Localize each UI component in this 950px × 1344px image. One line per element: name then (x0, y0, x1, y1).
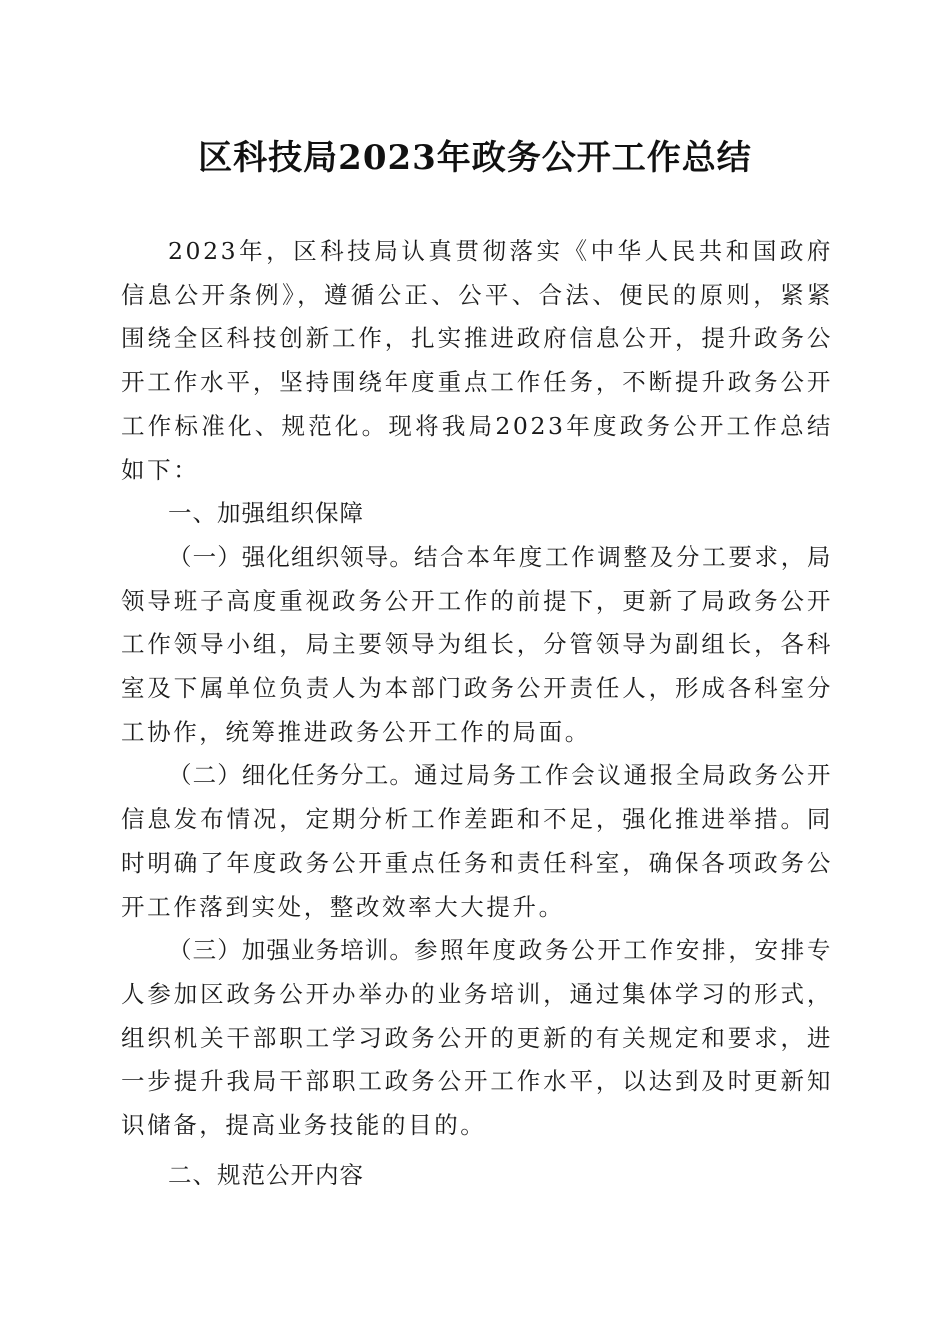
item-text-2: 通过局务工作会议通报全局政务公开信息发布情况，定期分析工作差距和不足，强化推进举措。同时明确了年度政务公开重点任务和责任科室，确保各项政务公开工作落到实处，整改效率大大提升。 (121, 761, 834, 921)
paragraph-item-3 (121, 929, 833, 1148)
item-lead-1: （一）强化组织领导。 (168, 542, 414, 571)
section-heading-2: 二、规范公开内容 (168, 1160, 364, 1189)
intro-paragraph: 2023年，区科技局认真贯彻落实《中华人民共和国政府信息公开条例》，遵循公正、公平、合法、便民的原则，紧紧围绕全区科技创新工作，扎实推进政府信息公开，提升政务公开工作水平，坚持围绕年度重点工作任务，不断提升政务公开工作标准化、规范化。现将我局2023年度政务公开工作总结如下： (121, 237, 833, 484)
item-lead-2: （二）细化任务分工。 (168, 761, 414, 790)
document-title: 区科技局2023年政务公开工作总结 (198, 138, 752, 178)
item-text-3: 参照年度政务公开工作安排，安排专人参加区政务公开办举办的业务培训，通过集体学习的形式，组织机关干部职工学习政务公开的更新的有关规定和要求，进一步提升我局干部职工政务公开工作水平，以达到及时更新知识储备，提高业务技能的目的。 (121, 936, 834, 1140)
item-lead-3: （三）加强业务培训。 (168, 936, 414, 965)
section-heading-1: 一、加强组织保障 (168, 499, 364, 528)
document-body (121, 230, 833, 1197)
item-text-1: 结合本年度工作调整及分工要求，局领导班子高度重视政务公开工作的前提下，更新了局政务公开工作领导小组，局主要领导为组长，分管领导为副组长，各科室及下属单位负责人为本部门政务公开责任人，形成各科室分工协作，统筹推进政务公开工作的局面。 (121, 542, 834, 746)
paragraph-item-2 (121, 754, 833, 929)
paragraph-item-1 (121, 536, 833, 755)
